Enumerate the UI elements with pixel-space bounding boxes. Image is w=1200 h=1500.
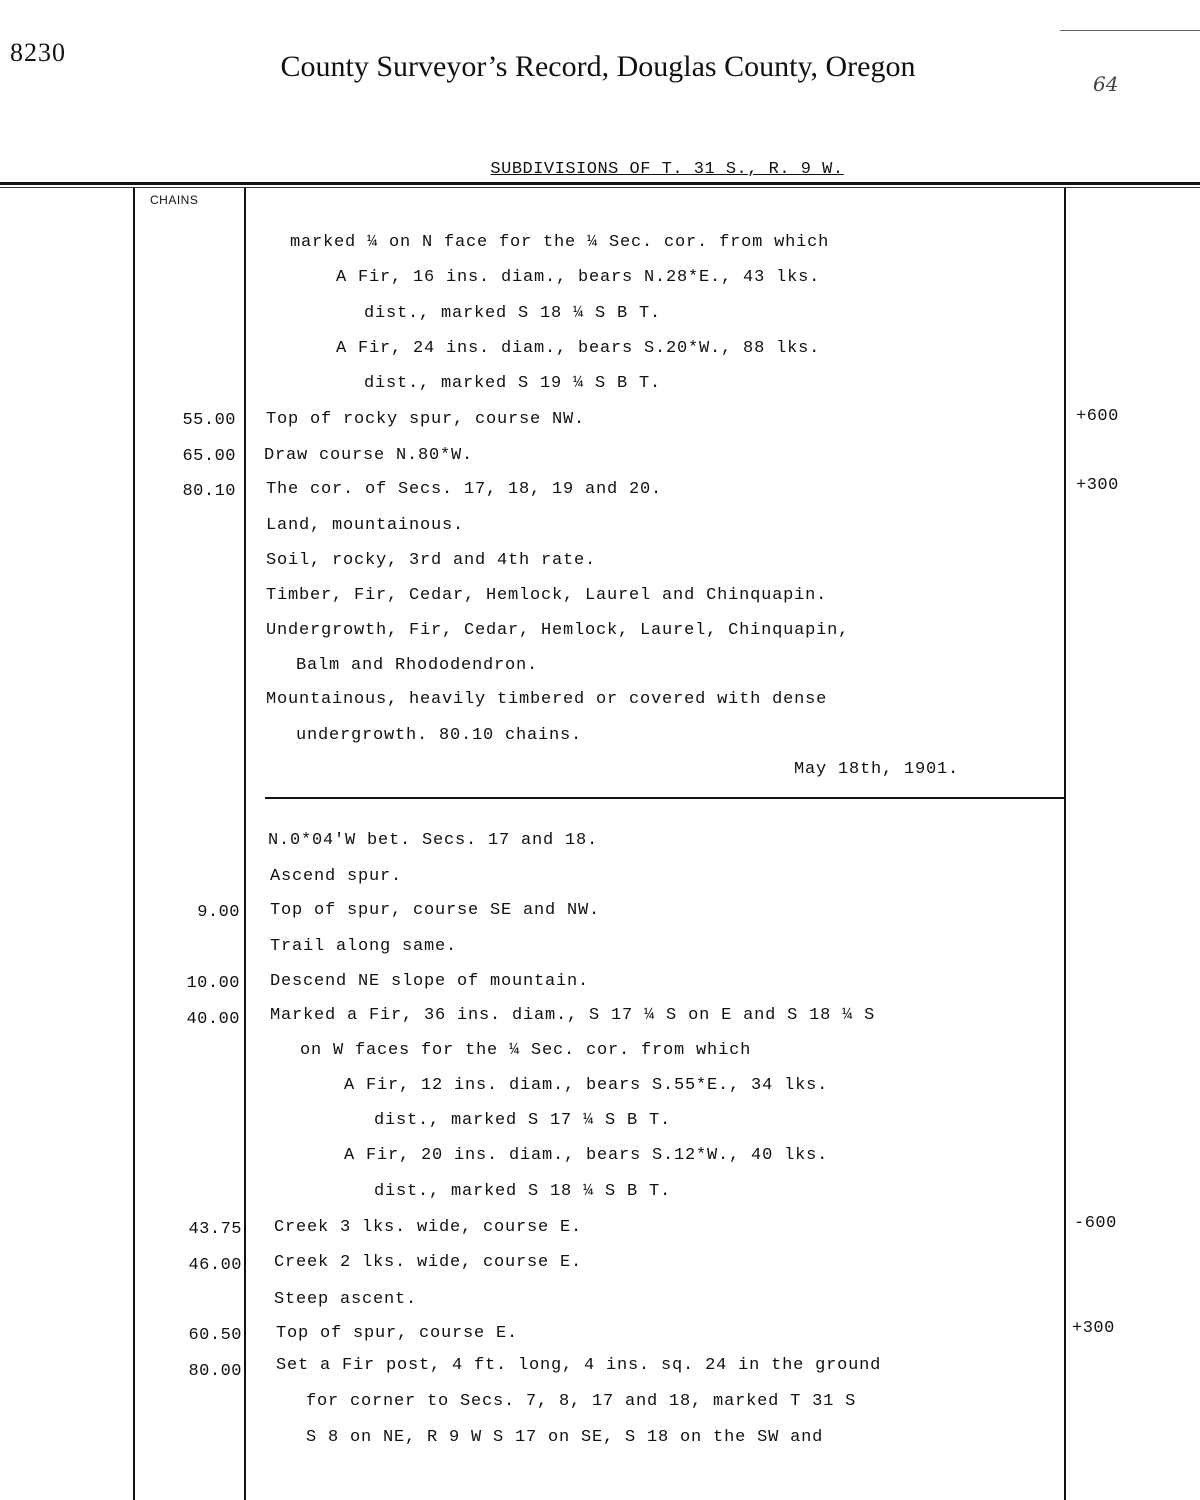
note-line: Trail along same. xyxy=(270,937,458,956)
page-number: 8230 xyxy=(10,38,66,67)
note-line: Steep ascent. xyxy=(274,1290,418,1309)
note-line: on W faces for the ¼ Sec. cor. from which xyxy=(300,1041,752,1060)
record-title xyxy=(0,50,1200,84)
header-rule xyxy=(0,182,1200,185)
elevation-mark: +600 xyxy=(1076,407,1119,426)
note-line: undergrowth. 80.10 chains. xyxy=(296,726,583,745)
note-line: Draw course N.80*W. xyxy=(264,446,474,465)
note-line: Top of spur, course SE and NW. xyxy=(270,901,601,920)
note-line: Soil, rocky, 3rd and 4th rate. xyxy=(266,551,597,570)
note-line: marked ¼ on N face for the ¼ Sec. cor. from which xyxy=(290,233,830,252)
note-line: Top of spur, course E. xyxy=(276,1324,519,1343)
note-line: Undergrowth, Fir, Cedar, Hemlock, Laurel, Chinquapin, xyxy=(266,621,850,640)
record-title-text: County Surveyor’s Record, Douglas County, Oregon xyxy=(280,50,916,83)
section-heading xyxy=(0,160,1200,179)
chain-value: 55.00 xyxy=(182,411,236,430)
chain-value: 80.10 xyxy=(182,482,236,501)
section-heading-text: SUBDIVISIONS OF T. 31 S., R. 9 W. xyxy=(490,160,844,179)
note-line: S 8 on NE, R 9 W S 17 on SE, S 18 on the SW and xyxy=(306,1428,824,1447)
note-line: Mountainous, heavily timbered or covered with dense xyxy=(266,690,828,709)
chain-value: 65.00 xyxy=(182,447,236,466)
note-line: A Fir, 16 ins. diam., bears N.28*E., 43 lks. xyxy=(336,268,821,287)
note-line: Creek 3 lks. wide, course E. xyxy=(274,1218,583,1237)
chain-value: 60.50 xyxy=(188,1326,242,1345)
chains-column-header: CHAINS xyxy=(150,193,199,207)
note-line: Balm and Rhododendron. xyxy=(296,656,539,675)
left-column-rule xyxy=(133,188,135,1500)
chain-value: 46.00 xyxy=(188,1256,242,1275)
top-rule xyxy=(1060,30,1200,31)
note-line: dist., marked S 17 ¼ S B T. xyxy=(374,1111,672,1130)
elevation-mark: -600 xyxy=(1074,1214,1117,1233)
note-line: for corner to Secs. 7, 8, 17 and 18, marked T 31 S xyxy=(306,1392,857,1411)
chain-value: 80.00 xyxy=(188,1362,242,1381)
note-line: A Fir, 12 ins. diam., bears S.55*E., 34 lks. xyxy=(344,1076,829,1095)
note-line: A Fir, 24 ins. diam., bears S.20*W., 88 lks. xyxy=(336,339,821,358)
note-line: Timber, Fir, Cedar, Hemlock, Laurel and Chinquapin. xyxy=(266,586,828,605)
chain-value: 9.00 xyxy=(197,903,240,922)
note-line: Creek 2 lks. wide, course E. xyxy=(274,1253,583,1272)
note-line: Descend NE slope of mountain. xyxy=(270,972,590,991)
chain-value: 43.75 xyxy=(188,1220,242,1239)
note-line: N.0*04'W bet. Secs. 17 and 18. xyxy=(268,831,599,850)
header-rule-thin xyxy=(0,187,1200,188)
note-line: dist., marked S 18 ¼ S B T. xyxy=(374,1182,672,1201)
note-line: A Fir, 20 ins. diam., bears S.12*W., 40 lks. xyxy=(344,1146,829,1165)
note-line: dist., marked S 19 ¼ S B T. xyxy=(364,374,662,393)
note-line: The cor. of Secs. 17, 18, 19 and 20. xyxy=(266,480,663,499)
chain-value: 10.00 xyxy=(186,974,240,993)
chains-column-rule xyxy=(244,188,246,1500)
elevation-mark: +300 xyxy=(1076,476,1119,495)
handwritten-folio-number: 64 xyxy=(1093,72,1119,96)
note-line: Ascend spur. xyxy=(270,867,403,886)
right-column-rule xyxy=(1064,188,1066,1500)
entry-divider-rule xyxy=(265,797,1065,799)
note-line: Marked a Fir, 36 ins. diam., S 17 ¼ S on E and S 18 ¼ S xyxy=(270,1006,876,1025)
chain-value: 40.00 xyxy=(186,1010,240,1029)
note-line: dist., marked S 18 ¼ S B T. xyxy=(364,304,662,323)
entry-date: May 18th, 1901. xyxy=(794,760,960,779)
note-line: Land, mountainous. xyxy=(266,516,465,535)
elevation-mark: +300 xyxy=(1072,1319,1115,1338)
note-line: Set a Fir post, 4 ft. long, 4 ins. sq. 24 in the ground xyxy=(276,1356,882,1375)
note-line: Top of rocky spur, course NW. xyxy=(266,410,586,429)
